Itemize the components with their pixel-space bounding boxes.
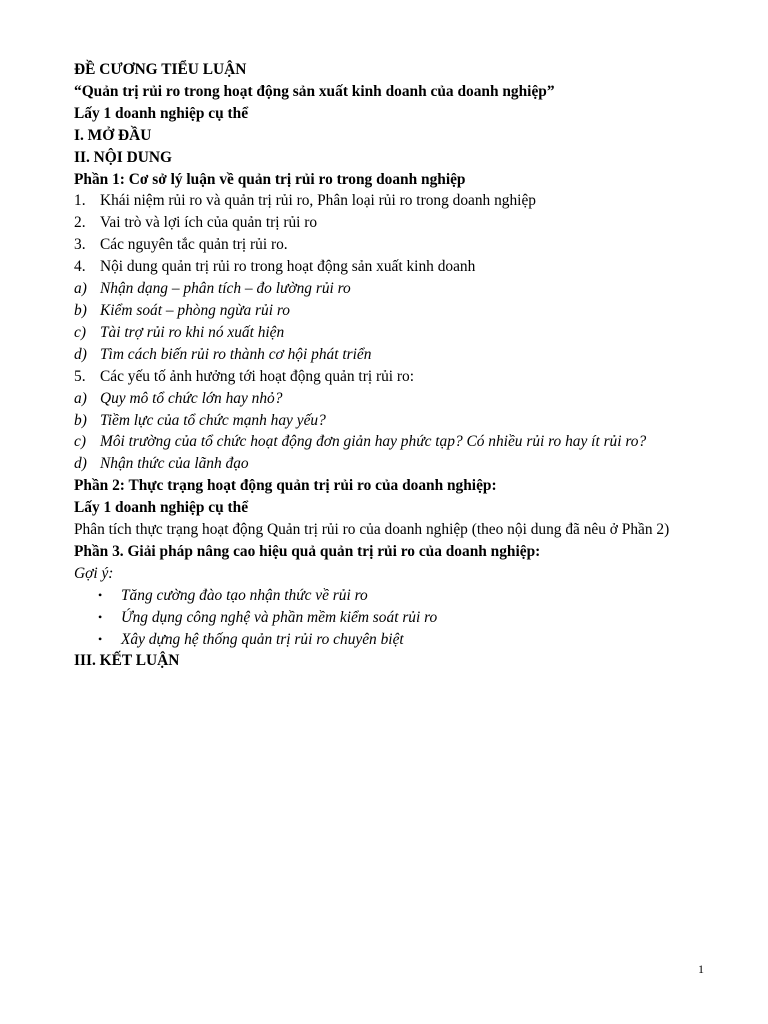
list-item — [74, 234, 704, 256]
bullet-icon: • — [98, 609, 103, 624]
sub-list-marker: a) — [74, 389, 87, 407]
list-item-text: Vai trò và lợi ích của quản trị rủi ro — [100, 214, 318, 232]
document-title: ĐỀ CƯƠNG TIỂU LUẬN — [74, 61, 247, 78]
list-marker: 5. — [74, 367, 86, 385]
list-marker: 3. — [74, 236, 86, 254]
sub-list-item-text: Tài trợ rủi ro khi nó xuất hiện — [100, 323, 285, 341]
bullet-item — [74, 607, 704, 629]
part3-hint: Gợi ý: — [74, 564, 114, 582]
document-body — [74, 59, 704, 672]
sub-list-item — [74, 278, 704, 300]
sub-list-marker: b) — [74, 301, 87, 319]
sub-list-marker: d) — [74, 345, 87, 363]
bullet-item — [74, 629, 704, 651]
part3-heading: Phần 3. Giải pháp nâng cao hiệu quả quản trị rủi ro của doanh nghiệp: — [74, 542, 541, 560]
section-conclusion-heading: III. KẾT LUẬN — [74, 652, 180, 670]
list-item-text: Các nguyên tắc quản trị rủi ro. — [100, 236, 288, 254]
sub-list-item — [74, 410, 704, 432]
page-number: 1 — [698, 962, 704, 976]
list-marker: 1. — [74, 192, 86, 210]
sub-list-item-text: Nhận thức của lãnh đạo — [100, 455, 249, 473]
document-topic: “Quản trị rủi ro trong hoạt động sản xuất kinh doanh của doanh nghiệp” — [74, 82, 555, 100]
bullet-item — [74, 585, 704, 607]
list-item — [74, 212, 704, 234]
list-marker: 4. — [74, 258, 86, 276]
sub-list-item — [74, 388, 704, 410]
sub-list-item-text: Tiềm lực của tổ chức mạnh hay yếu? — [100, 411, 326, 429]
sub-list-item — [74, 322, 704, 344]
sub-list-item-text: Tìm cách biến rủi ro thành cơ hội phát triển — [100, 345, 372, 363]
bullet-icon: • — [98, 587, 103, 602]
bullet-icon: • — [98, 631, 103, 646]
list-item — [74, 256, 704, 278]
part2-heading: Phần 2: Thực trạng hoạt động quản trị rủi ro của doanh nghiệp: — [74, 477, 497, 495]
sub-list-item — [74, 344, 704, 366]
list-item-text: Nội dung quản trị rủi ro trong hoạt động sản xuất kinh doanh — [100, 258, 476, 276]
sub-list-item-text: Kiểm soát – phòng ngừa rủi ro — [100, 301, 290, 319]
sub-list-item-text: Quy mô tổ chức lớn hay nhỏ? — [100, 389, 283, 407]
list-marker: 2. — [74, 214, 86, 232]
part1-heading: Phần 1: Cơ sở lý luận về quản trị rủi ro trong doanh nghiệp — [74, 170, 466, 188]
bullet-item-text: Ứng dụng công nghệ và phần mềm kiểm soát rủi ro — [121, 608, 438, 626]
sub-list-item — [74, 453, 704, 475]
sub-list-item — [74, 300, 704, 322]
part2-subheading: Lấy 1 doanh nghiệp cụ thể — [74, 499, 249, 517]
bullet-item-text: Xây dựng hệ thống quản trị rủi ro chuyên biệt — [121, 630, 404, 648]
section-intro-heading: I. MỞ ĐẦU — [74, 126, 152, 144]
sub-list-item-text: Nhận dạng – phân tích – đo lường rủi ro — [100, 280, 351, 298]
sub-list-marker: b) — [74, 411, 87, 429]
sub-list-item-text: Môi trường của tổ chức hoạt động đơn giản hay phức tạp? Có nhiều rủi ro hay ít rủi ro? — [100, 433, 647, 451]
part2-paragraph: Phân tích thực trạng hoạt động Quản trị rủi ro của doanh nghiệp (theo nội dung đã nêu ở Phần 2) — [74, 521, 670, 539]
document-subtitle: Lấy 1 doanh nghiệp cụ thể — [74, 104, 249, 122]
sub-list-item — [74, 431, 704, 453]
sub-list-marker: a) — [74, 280, 87, 298]
list-item — [74, 190, 704, 212]
list-item — [74, 366, 704, 388]
list-item-text: Khái niệm rủi ro và quản trị rủi ro, Phân loại rủi ro trong doanh nghiệp — [100, 192, 536, 210]
list-item-text: Các yếu tố ảnh hưởng tới hoạt động quản trị rủi ro: — [100, 367, 414, 385]
sub-list-marker: d) — [74, 455, 87, 473]
section-body-heading: II. NỘI DUNG — [74, 148, 172, 166]
sub-list-marker: c) — [74, 323, 86, 341]
bullet-item-text: Tăng cường đào tạo nhận thức về rủi ro — [121, 586, 368, 604]
sub-list-marker: c) — [74, 433, 86, 451]
